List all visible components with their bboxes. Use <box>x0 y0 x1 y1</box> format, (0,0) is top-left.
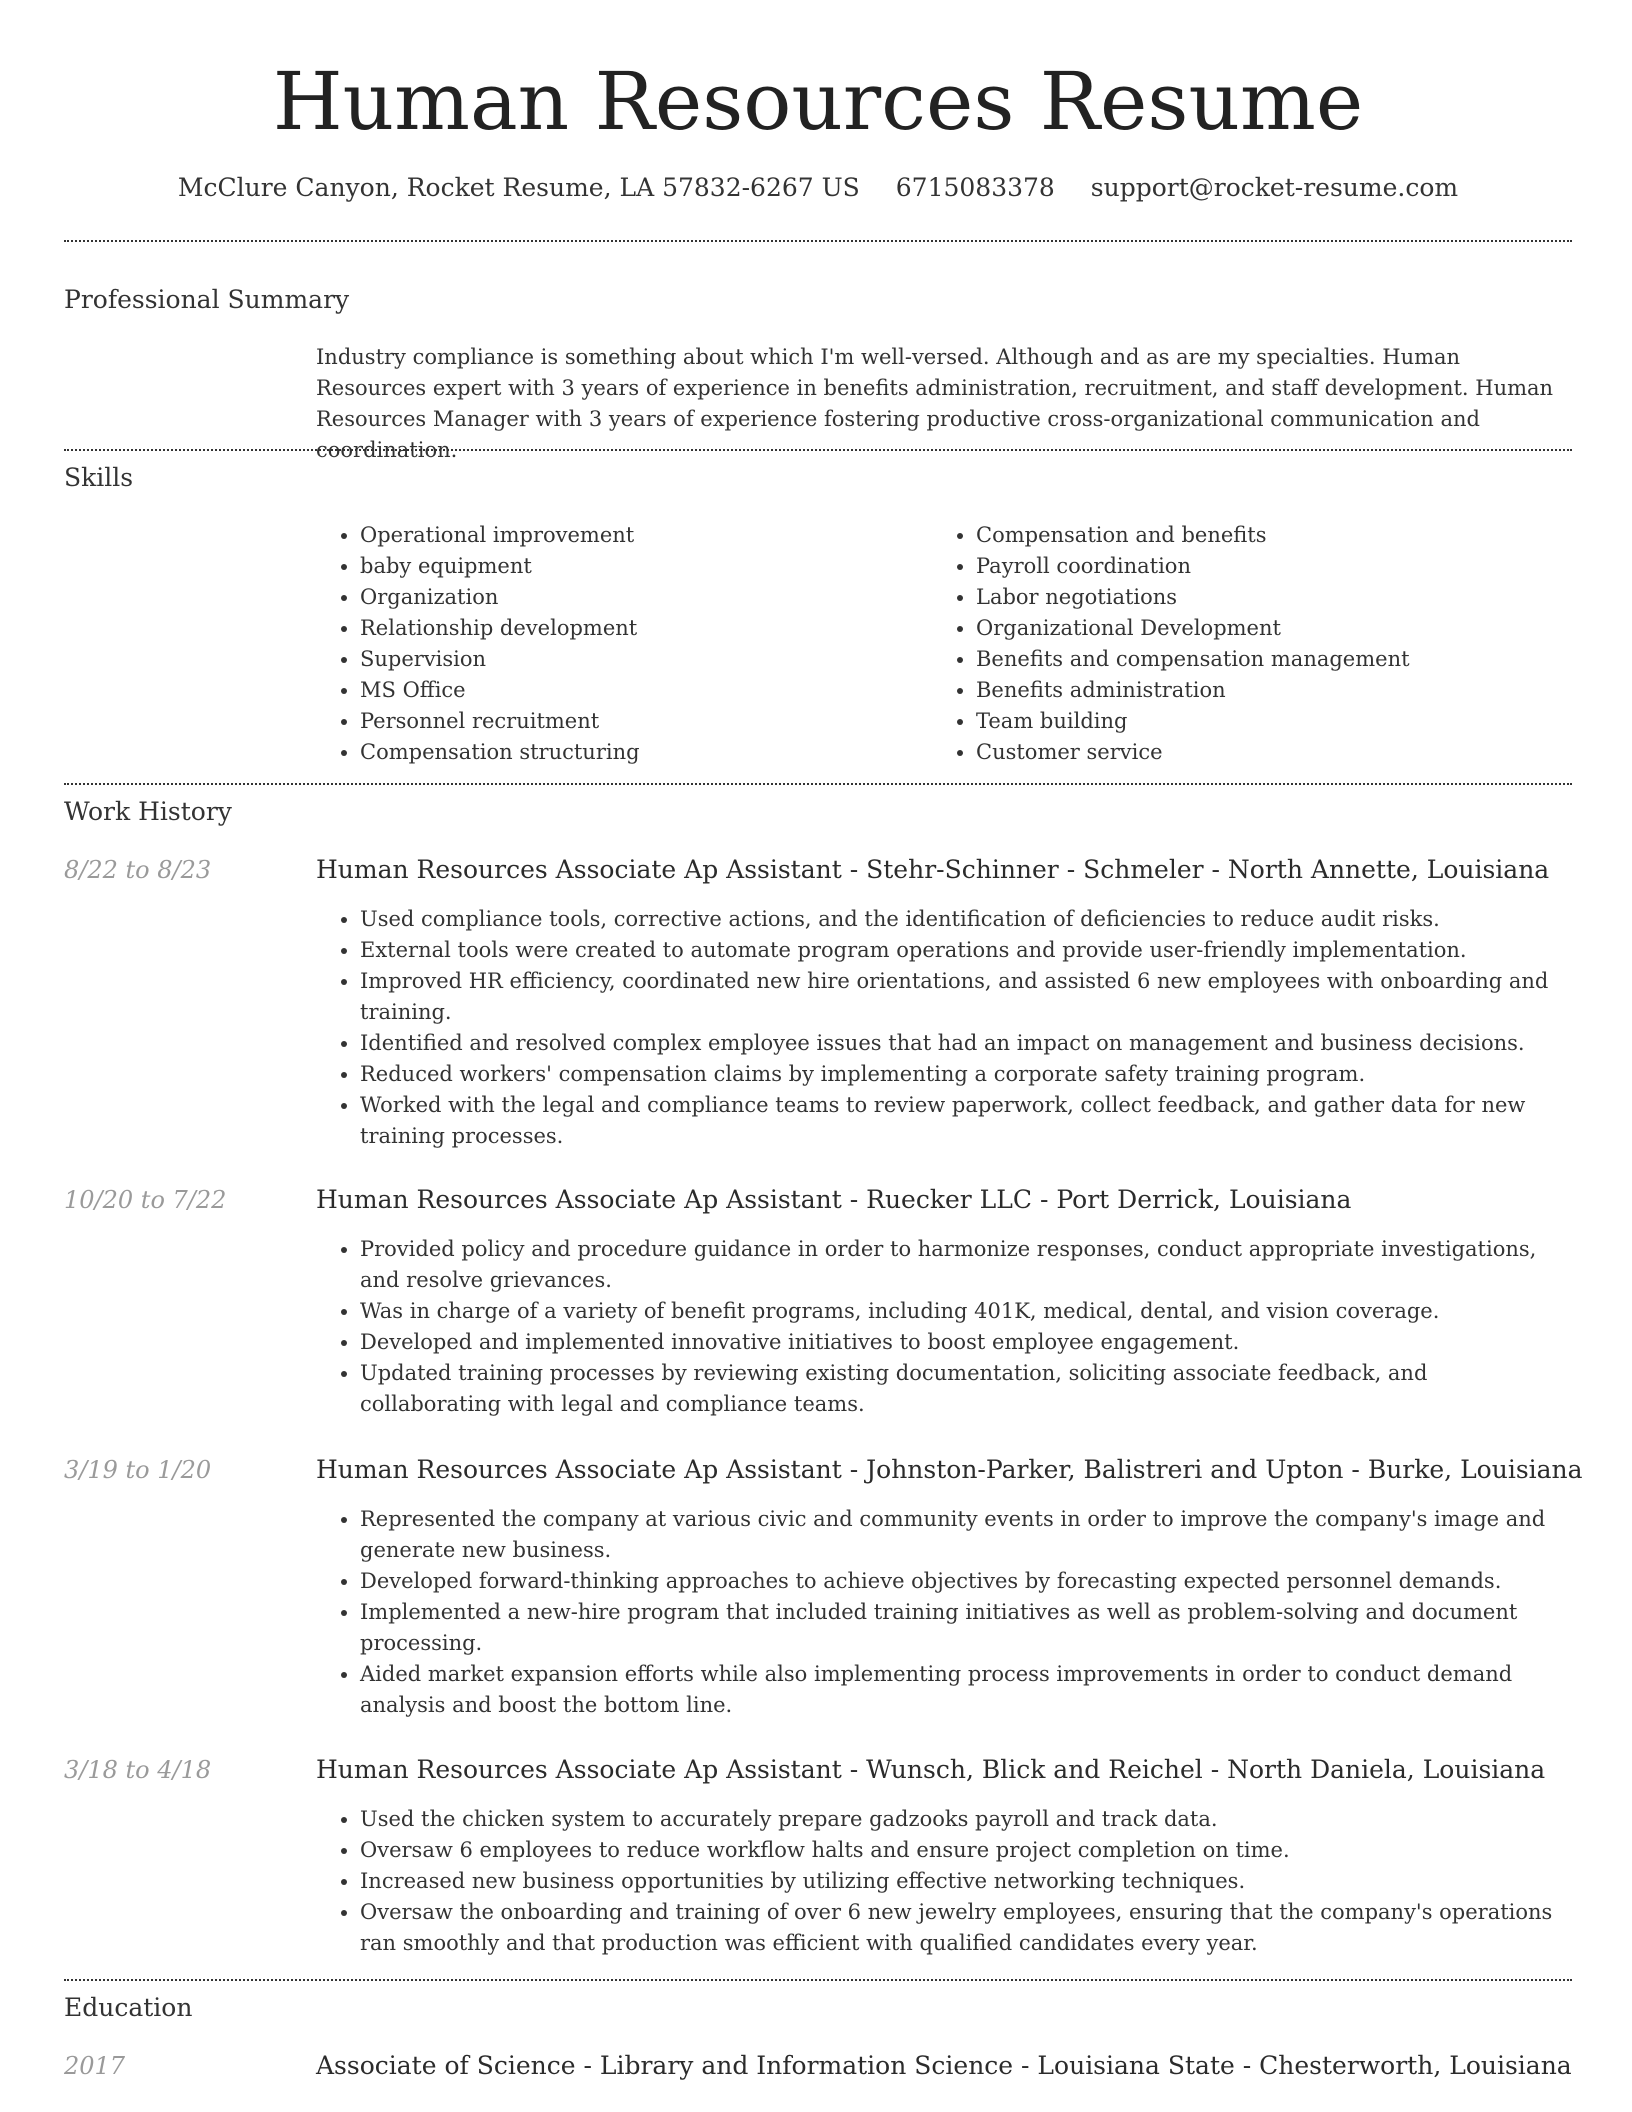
job-title: Human Resources Associate Ap Assistant - Wunsch, Blick and Reichel - North Daniela, Louisiana <box>316 1755 1546 1784</box>
contact-line <box>64 172 1572 204</box>
job-bullets <box>316 1504 1572 1721</box>
job-bullet: • Was in charge of a variety of benefit programs, including 401K, medical, dental, and vision coverage. <box>360 1296 1572 1327</box>
skill-item: • Compensation structuring <box>360 737 916 768</box>
skills-heading: Skills <box>64 463 134 492</box>
job-bullet: • Developed forward-thinking approaches to achieve objectives by forecasting expected personnel demands. <box>360 1566 1572 1597</box>
job-date: 8/22 to 8/23 <box>64 856 212 884</box>
job-bullet: • Worked with the legal and compliance teams to review paperwork, collect feedback, and gather data for new training processes. <box>360 1090 1572 1152</box>
job-bullet: • Identified and resolved complex employee issues that had an impact on management and business decisions. <box>360 1028 1572 1059</box>
job-date: 10/20 to 7/22 <box>64 1186 227 1214</box>
skill-item: • Customer service <box>976 737 1532 768</box>
skill-item: • Benefits and compensation management <box>976 644 1532 675</box>
contact-email: support@rocket-resume.com <box>1090 173 1459 202</box>
job-bullets <box>316 904 1572 1152</box>
contact-address: McClure Canyon, Rocket Resume, LA 57832-6267 US <box>177 173 860 202</box>
job-bullet: • Oversaw 6 employees to reduce workflow halts and ensure project completion on time. <box>360 1835 1572 1866</box>
divider <box>64 449 1572 451</box>
divider <box>64 240 1572 242</box>
skill-item: • Compensation and benefits <box>976 520 1532 551</box>
skill-item: • Personnel recruitment <box>360 706 916 737</box>
job-bullet: • Implemented a new-hire program that included training initiatives as well as problem-solving and document processing. <box>360 1597 1572 1659</box>
skill-item: • baby equipment <box>360 551 916 582</box>
job-title: Human Resources Associate Ap Assistant - Ruecker LLC - Port Derrick, Louisiana <box>316 1185 1352 1214</box>
job-bullet: • Provided policy and procedure guidance in order to harmonize responses, conduct appropriate investigations, and resolve grievances. <box>360 1234 1572 1296</box>
job-bullet: • Improved HR efficiency, coordinated new hire orientations, and assisted 6 new employees with onboarding and training. <box>360 966 1572 1028</box>
divider <box>64 1979 1572 1981</box>
job-date: 3/18 to 4/18 <box>64 1756 212 1784</box>
job-date: 3/19 to 1/20 <box>64 1456 212 1484</box>
resume-page <box>64 0 1583 2112</box>
divider <box>64 783 1572 785</box>
skill-item: • Payroll coordination <box>976 551 1532 582</box>
job-bullet: • Updated training processes by reviewing existing documentation, soliciting associate feedback, and collaborating with legal and compliance teams. <box>360 1358 1572 1420</box>
skills-column-left <box>316 520 916 768</box>
skill-item: • Team building <box>976 706 1532 737</box>
resume-title: Human Resources Resume <box>272 55 1364 148</box>
summary-heading: Professional Summary <box>64 285 350 314</box>
skill-item: • Supervision <box>360 644 916 675</box>
job-bullet: • Developed and implemented innovative initiatives to boost employee engagement. <box>360 1327 1572 1358</box>
job-bullet: • Used the chicken system to accurately prepare gadzooks payroll and track data. <box>360 1804 1572 1835</box>
contact-phone: 6715083378 <box>895 173 1055 202</box>
job-bullet: • External tools were created to automate program operations and provide user-friendly implementation. <box>360 935 1572 966</box>
education-heading: Education <box>64 1993 193 2022</box>
education-date: 2017 <box>64 2052 126 2080</box>
job-bullet: • Used compliance tools, corrective actions, and the identification of deficiencies to reduce audit risks. <box>360 904 1572 935</box>
job-title: Human Resources Associate Ap Assistant - Stehr-Schinner - Schmeler - North Annette, Louisiana <box>316 855 1550 884</box>
education-degree: Associate of Science - Library and Information Science - Louisiana State - Chesterworth, Louisiana <box>316 2051 1572 2080</box>
work-history-heading: Work History <box>64 797 232 826</box>
job-bullet: • Aided market expansion efforts while also implementing process improvements in order to conduct demand analysis and boost the bottom line. <box>360 1659 1572 1721</box>
job-bullet: • Reduced workers' compensation claims by implementing a corporate safety training program. <box>360 1059 1572 1090</box>
job-bullets <box>316 1234 1572 1420</box>
job-bullet: • Increased new business opportunities by utilizing effective networking techniques. <box>360 1866 1572 1897</box>
skill-item: • Labor negotiations <box>976 582 1532 613</box>
skills-column-right <box>932 520 1532 768</box>
job-bullet: • Oversaw the onboarding and training of over 6 new jewelry employees, ensuring that the company's operations ran smoothly and that production was efficient with qualified candidates every year. <box>360 1897 1572 1959</box>
skill-item: • Organizational Development <box>976 613 1532 644</box>
summary-text: Industry compliance is something about which I'm well-versed. Although and as are my specialties. Human Resources expert with 3 years of experience in benefits administration, recruitment, and staff development. Human Resources Manager with 3 years of experience fostering productive cross-organizational communication and coordination. <box>316 345 1554 462</box>
skill-item: • Benefits administration <box>976 675 1532 706</box>
job-bullets <box>316 1804 1572 1959</box>
skill-item: • Operational improvement <box>360 520 916 551</box>
skill-item: • Relationship development <box>360 613 916 644</box>
skill-item: • MS Office <box>360 675 916 706</box>
skill-item: • Organization <box>360 582 916 613</box>
job-bullet: • Represented the company at various civic and community events in order to improve the company's image and generate new business. <box>360 1504 1572 1566</box>
job-title: Human Resources Associate Ap Assistant - Johnston-Parker, Balistreri and Upton - Burke, Louisiana <box>316 1455 1583 1484</box>
